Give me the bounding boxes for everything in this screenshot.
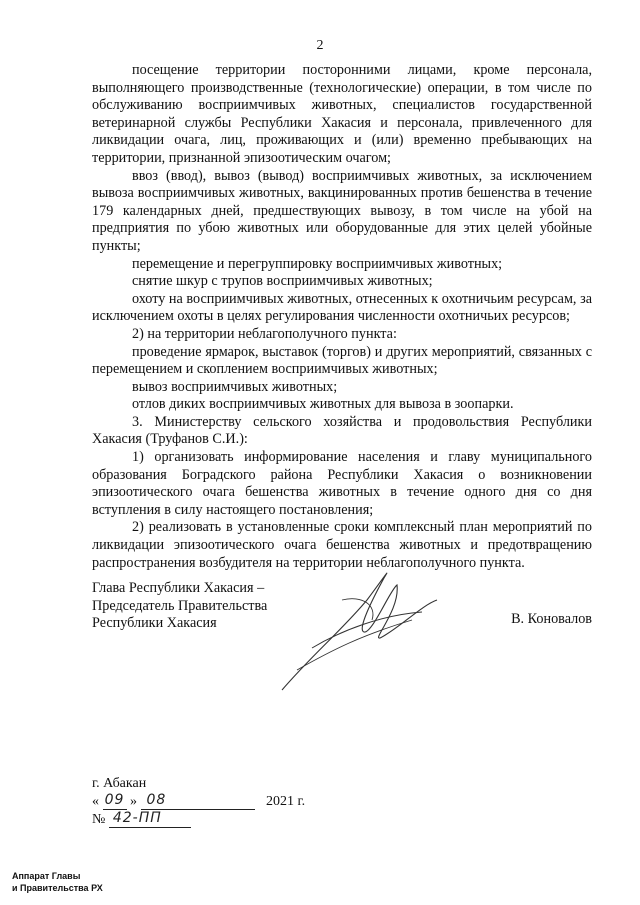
date-year: 2021 г. — [266, 794, 306, 809]
paragraph: 3. Министерству сельского хозяйства и продовольствия Республики Хакасия (Труфанов С.И.): — [92, 413, 592, 448]
paragraph: снятие шкур с трупов восприимчивых животных; — [132, 273, 433, 290]
date-close-quote: » — [130, 794, 137, 809]
paragraph: проведение ярмарок, выставок (торгов) и других мероприятий, связанных с перемещением и скоплением восприимчивых животных; — [92, 343, 592, 378]
page-number: 2 — [316, 38, 324, 53]
date-open-quote: « — [92, 794, 99, 809]
signature-block — [92, 580, 592, 700]
signatory-title-line: Председатель Правительства — [92, 597, 268, 614]
paragraph: посещение территории посторонними лицами, кроме персонала, выполняющего производственные (технологические) операции, в том числе по обслуживанию восприимчивых животных, специалистов государственной ветеринарной службы Республики Хакасия и персонала, привлеченного для ликвидации очага, лиц, проживающих и (или) временно пребывающих на территории, признанной эпизоотическим очагом; — [92, 62, 592, 166]
handwritten-signature-icon — [272, 560, 442, 700]
paragraph: 1) организовать информирование населения и главу муниципального образования Боградского района Республики Хакасия о возникновении эпизоотического очага бешенства животных в течение одного дня со дня вступления в силу настоящего постановления; — [92, 449, 592, 518]
signatory-name: В. Коновалов — [511, 611, 592, 627]
signatory-title-line: Глава Республики Хакасия – — [92, 580, 265, 596]
signatory-title — [92, 580, 267, 633]
registration-stamp — [12, 870, 103, 894]
date-day: 09 — [103, 792, 127, 810]
paragraph: ввоз (ввод), вывоз (вывод) восприимчивых животных, за исключением вывоза восприимчивых животных, вакцинированных против бешенства в течение 179 календарных дней, предшествующих вывозу, в том числе на убой на предприятия по убою животных или оборудованные для этих целей убойные пункты; — [92, 167, 592, 254]
date-month: 08 — [141, 792, 255, 810]
paragraph: охоту на восприимчивых животных, отнесенных к охотничьим ресурсам, за исключением охоты в целях регулирования численности охотничьих ресурсов; — [92, 290, 592, 325]
city-label: г. Абакан — [92, 776, 147, 791]
document-body — [92, 62, 592, 572]
document-footer — [92, 775, 392, 828]
stamp-line: и Правительства РХ — [12, 883, 103, 893]
number-line — [92, 810, 392, 828]
document-number: 42-ПП — [109, 810, 191, 828]
paragraph: 2) реализовать в установленные сроки комплексный план мероприятий по ликвидации эпизоотического очага бешенства животных и предотвращению распространения возбудителя на территории неблагополучного пункта. — [92, 519, 592, 571]
paragraph: перемещение и перегруппировку восприимчивых животных; — [132, 255, 503, 272]
paragraph: 2) на территории неблагополучного пункта: — [132, 325, 397, 342]
number-prefix: № — [92, 812, 106, 827]
paragraph: отлов диких восприимчивых животных для вывоза в зоопарки. — [132, 396, 514, 413]
paragraph: вывоз восприимчивых животных; — [132, 378, 338, 395]
stamp-line: Аппарат Главы — [12, 871, 81, 881]
signatory-title-line: Республики Хакасия — [92, 615, 217, 632]
date-line — [92, 792, 392, 810]
